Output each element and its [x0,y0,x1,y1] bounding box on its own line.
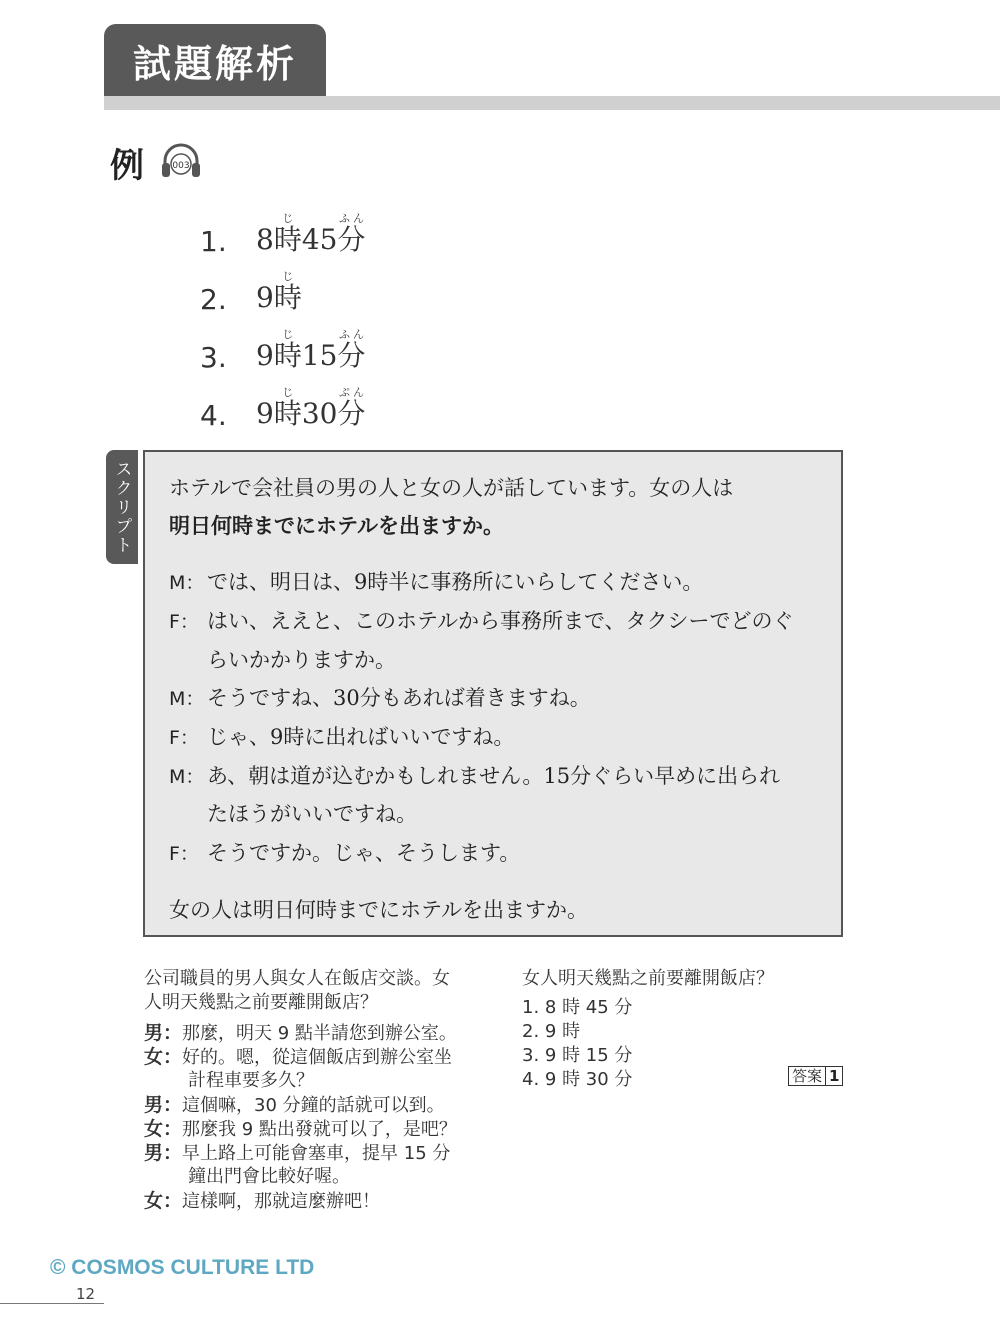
translation-choice-3: 3. 9 時 15 分 [522,1045,633,1066]
dialogue-line: M： では、明日は、9時半に事務所にいらしてください。 [169,570,704,594]
choice-1: 1. 8時じ45分ふん [200,212,366,258]
dialogue-line: M： そうですね、30分もあれば着きますね。 [169,686,591,710]
translation-dialogue-line: 女：那麼我 9 點出發就可以了，是吧？ [144,1118,457,1140]
dialogue-line: F： そうですか。じゃ、そうします。 [169,841,521,865]
script-box [143,450,843,937]
translation-dialogue-cont: 計程車要多久？ [188,1070,314,1091]
script-intro-line-2: 明日何時までにホテルを出ますか。 [169,513,504,538]
choice-3: 3. 9時じ15分ふん [200,328,366,374]
answer-value: 1 [825,1067,839,1085]
translation-dialogue-cont: 鐘出門會比較好喔。 [188,1166,350,1187]
section-title: 試題解析 [104,24,326,96]
translation-choice-2: 2. 9 時 [522,1021,581,1042]
translation-dialogue-line: 男：早上路上可能會塞車，提早 15 分 [144,1142,451,1164]
translation-choice-1: 1. 8 時 45 分 [522,997,633,1018]
dialogue-line: F： じゃ、9時に出ればいいですね。 [169,725,515,749]
copyright-watermark: © COSMOS CULTURE LTD [50,1256,315,1279]
translation-dialogue-line: 男：那麼，明天 9 點半請您到辦公室。 [144,1022,457,1044]
translation-intro-line-2: 人明天幾點之前要離開飯店？ [144,992,378,1013]
page-footer-line [0,1303,104,1304]
script-intro-line-1: ホテルで会社員の男の人と女の人が話しています。女の人は [169,476,734,500]
dialogue-line: らいかかりますか。 [207,648,396,672]
answer-badge: 答案 1 [788,1066,843,1086]
dialogue-line: F： はい、ええと、このホテルから事務所まで、タクシーでどのぐ [169,609,794,633]
headphone-icon [160,142,202,180]
audio-track-number: 003 [172,161,190,171]
answer-choices [200,200,366,432]
page-number: 12 [76,1285,96,1303]
script-question: 女の人は明日何時までにホテルを出ますか。 [169,898,588,922]
translation-choice-4: 4. 9 時 30 分 [522,1069,633,1090]
translation-intro-line-1: 公司職員的男人與女人在飯店交談。女 [144,968,450,989]
example-label: 例 [110,146,144,186]
translation-dialogue-line: 男：這個嘛，30 分鐘的話就可以到。 [144,1094,445,1116]
choice-2: 2. 9時じ [200,270,302,316]
dialogue-line: たほうがいいですね。 [207,802,417,826]
choice-4: 4. 9時じ30分ぷん [200,386,366,432]
translation-dialogue-line: 女：好的。嗯，從這個飯店到辦公室坐 [144,1046,453,1068]
header-divider-bar [104,96,1000,110]
translation-question: 女人明天幾點之前要離開飯店？ [522,968,774,989]
script-tab-label: スクリプト [106,450,138,564]
dialogue-line: M： あ、朝は道が込むかもしれません。15分ぐらい早めに出られ [169,764,781,788]
translation-dialogue-line: 女：這樣啊，那就這麼辦吧！ [144,1190,381,1212]
